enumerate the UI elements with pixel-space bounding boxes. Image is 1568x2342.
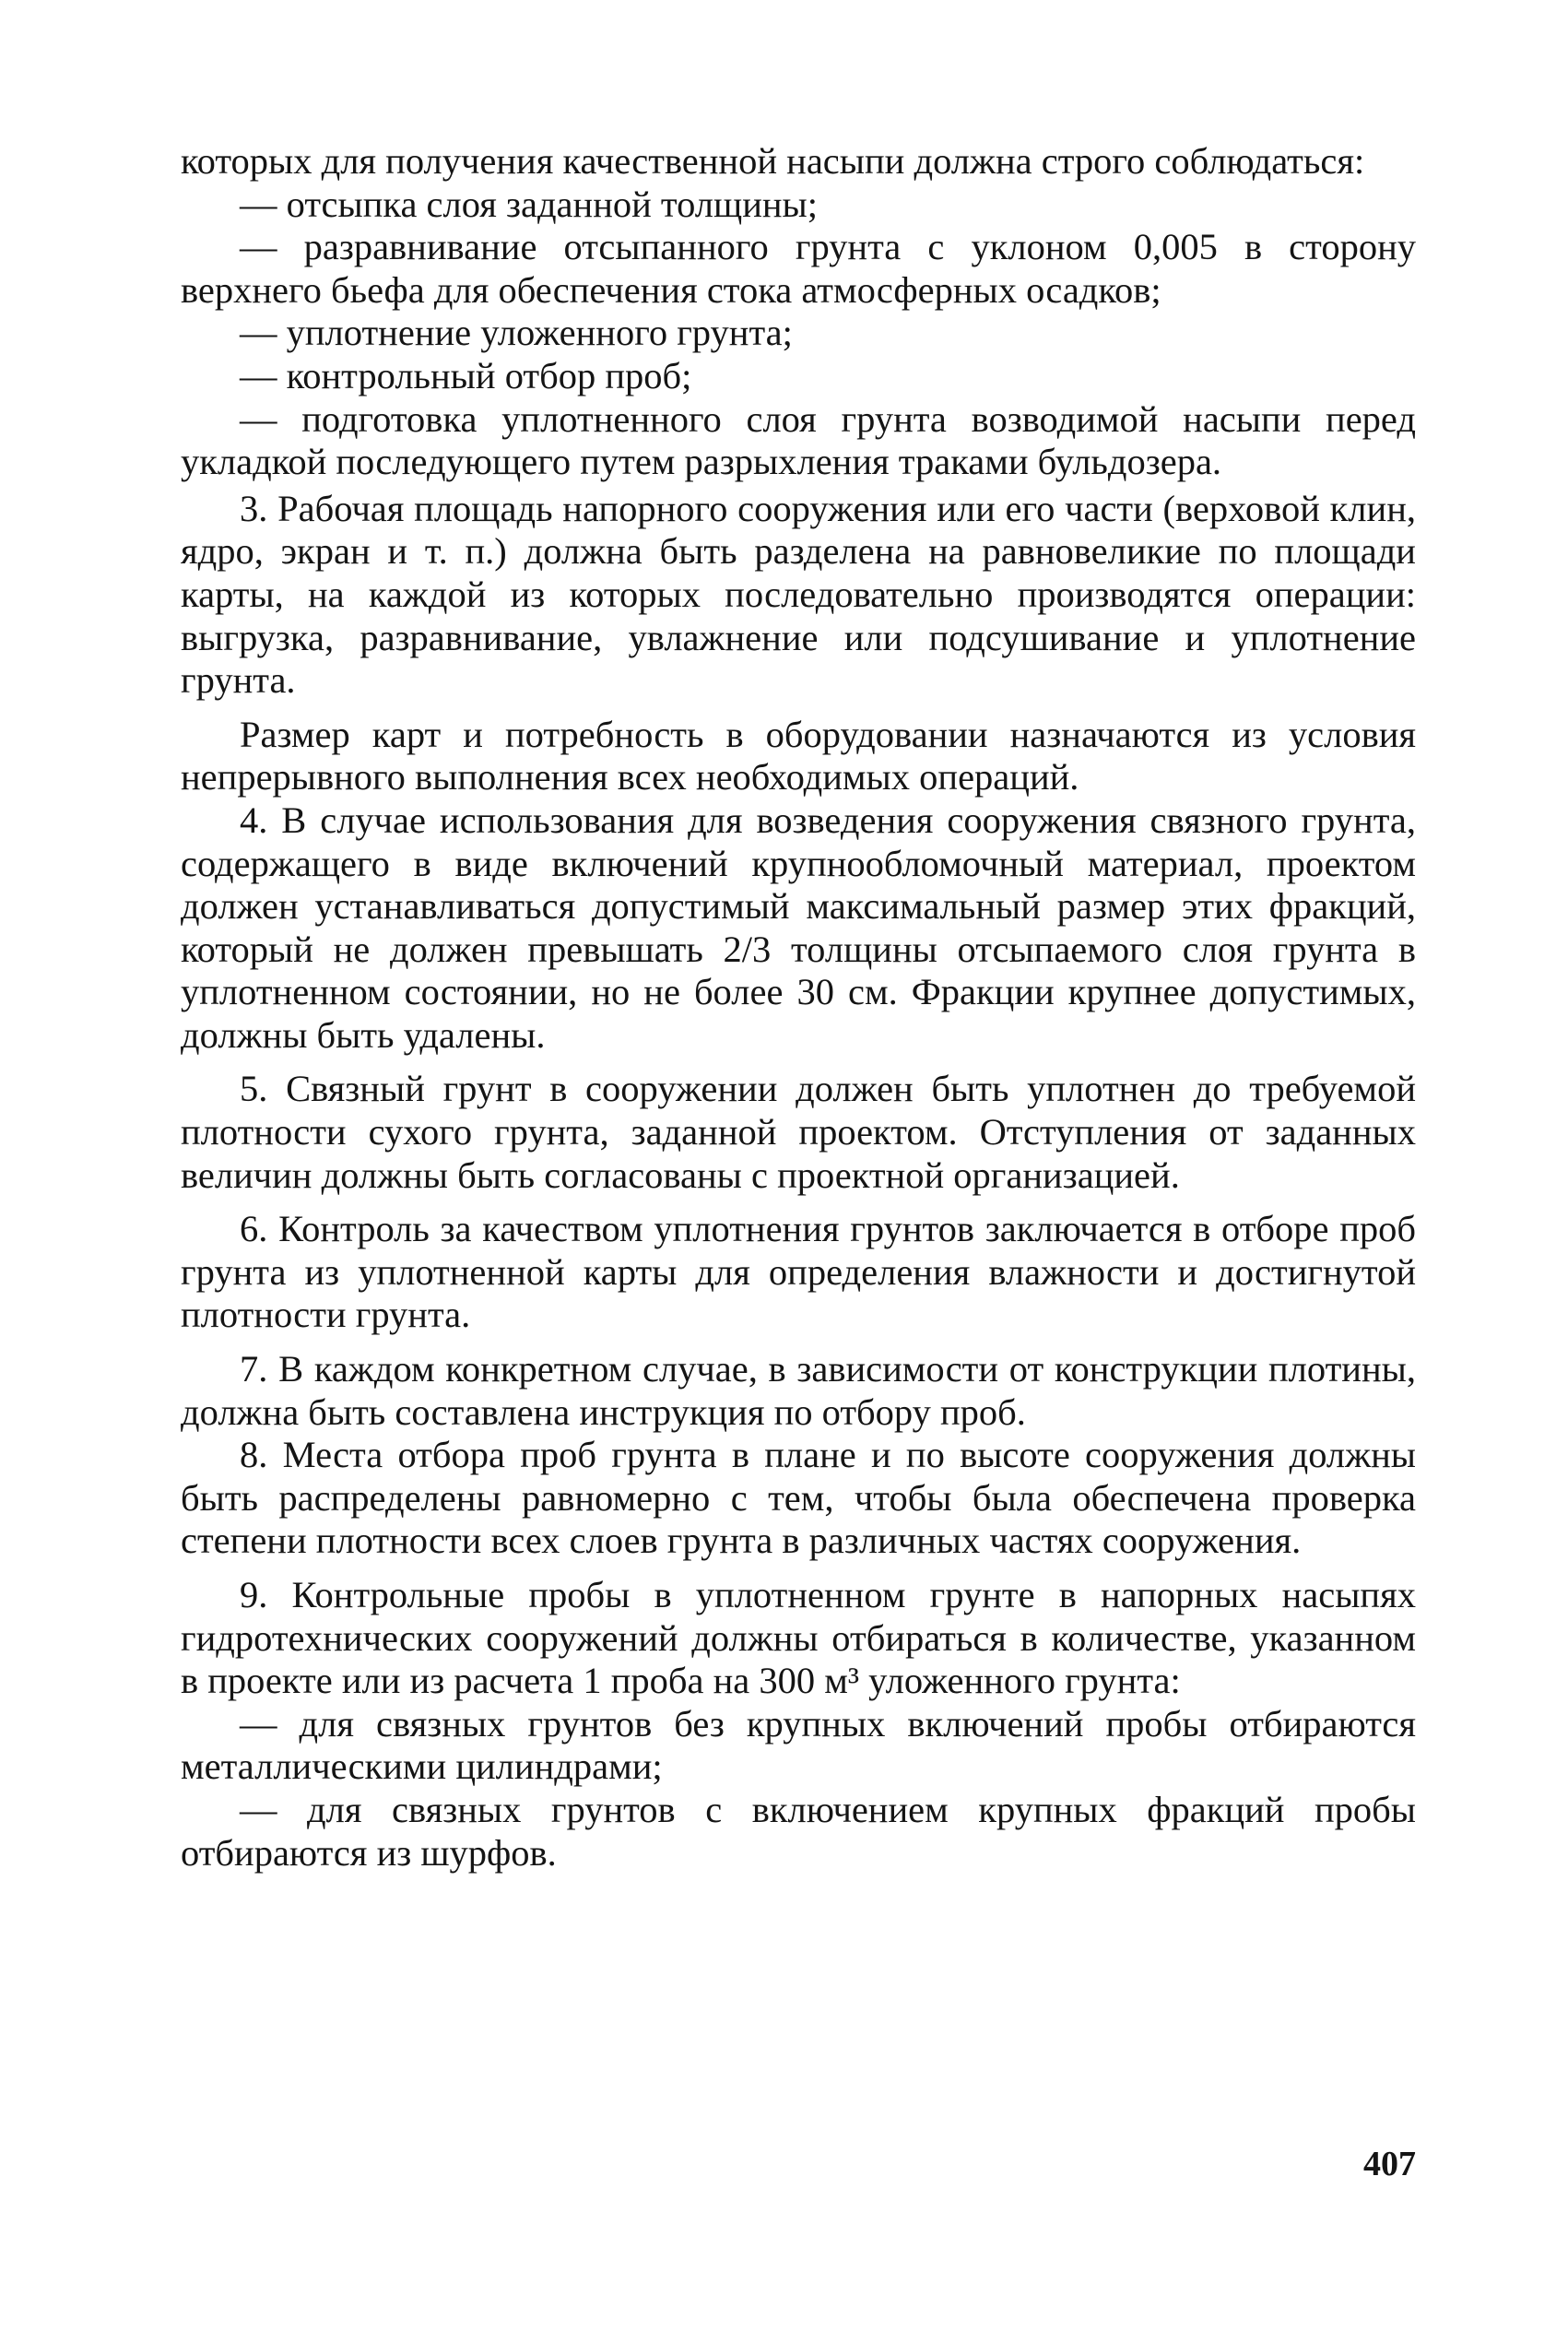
paragraph-9: 9. Контрольные пробы в уплотненном грунте в напорных насыпях гидротехнических сооружений должны отбираться в количестве, указанном в проекте или из расчета 1 проба на 300 м³ уложенного грунта:	[181, 1574, 1416, 1702]
list-item-leveling: — разравнивание отсыпанного грунта с уклоном 0,005 в сторону верхнего бьефа для обеспечения стока атмосферных осадков;	[181, 226, 1416, 311]
paragraph-continuation: которых для получения качественной насыпи должна строго соблюдаться:	[181, 140, 1365, 182]
list-item-fill-layer: — отсыпка слоя заданной толщины;	[240, 183, 819, 225]
page-number: 407	[1363, 2145, 1416, 2183]
paragraph-3: 3. Рабочая площадь напорного сооружения или его части (верховой клин, ядро, экран и т. п.) должна быть разделена на равновеликие по площади карты, на каждой из которых последовательно производятся операции: выгрузка, разравнивание, увлажнение или подсушивание и уплотнение грунта.	[181, 487, 1416, 702]
list-item-pits: — для связных грунтов с включением крупных фракций пробы отбираются из шурфов.	[181, 1788, 1416, 1874]
paragraph-6: 6. Контроль за качеством уплотнения грунтов заключается в отборе проб грунта из уплотненной карты для определения влажности и достигнутой плотности грунта.	[181, 1208, 1416, 1336]
paragraph-5: 5. Связный грунт в сооружении должен быть уплотнен до требуемой плотности сухого грунта, заданной проектом. Отступления от заданных величин должны быть согласованы с проектной организацией.	[181, 1068, 1416, 1196]
list-item-compaction: — уплотнение уложенного грунта;	[240, 312, 793, 354]
paragraph-3-note: Размер карт и потребность в оборудовании назначаются из условия непрерывного выполнения всех необходимых операций.	[181, 713, 1416, 798]
list-item-sampling: — контрольный отбор проб;	[240, 354, 692, 396]
body-text	[181, 140, 1416, 1875]
list-item-cylinders: — для связных грунтов без крупных включений пробы отбираются металлическими цилиндрами;	[181, 1702, 1416, 1788]
list-item-preparation: — подготовка уплотненного слоя грунта возводимой насыпи перед укладкой последующего путем разрыхления траками бульдозера.	[181, 397, 1416, 483]
paragraph-4: 4. В случае использования для возведения сооружения связного грунта, содержащего в виде включений крупнообломочный материал, проектом должен устанавливаться допустимый максимальный размер этих фракций, который не должен превышать 2/3 толщины отсыпаемого слоя грунта в уплотненном состоянии, но не более 30 см. Фракции крупнее допустимых, должны быть удалены.	[181, 798, 1416, 1056]
paragraph-7: 7. В каждом конкретном случае, в зависимости от конструкции плотины, должна быть составлена инструкция по отбору проб.	[181, 1348, 1416, 1433]
paragraph-8: 8. Места отбора проб грунта в плане и по высоте сооружения должны быть распределены равномерно с тем, чтобы была обеспечена проверка степени плотности всех слоев грунта в различных частях сооружения.	[181, 1434, 1416, 1562]
